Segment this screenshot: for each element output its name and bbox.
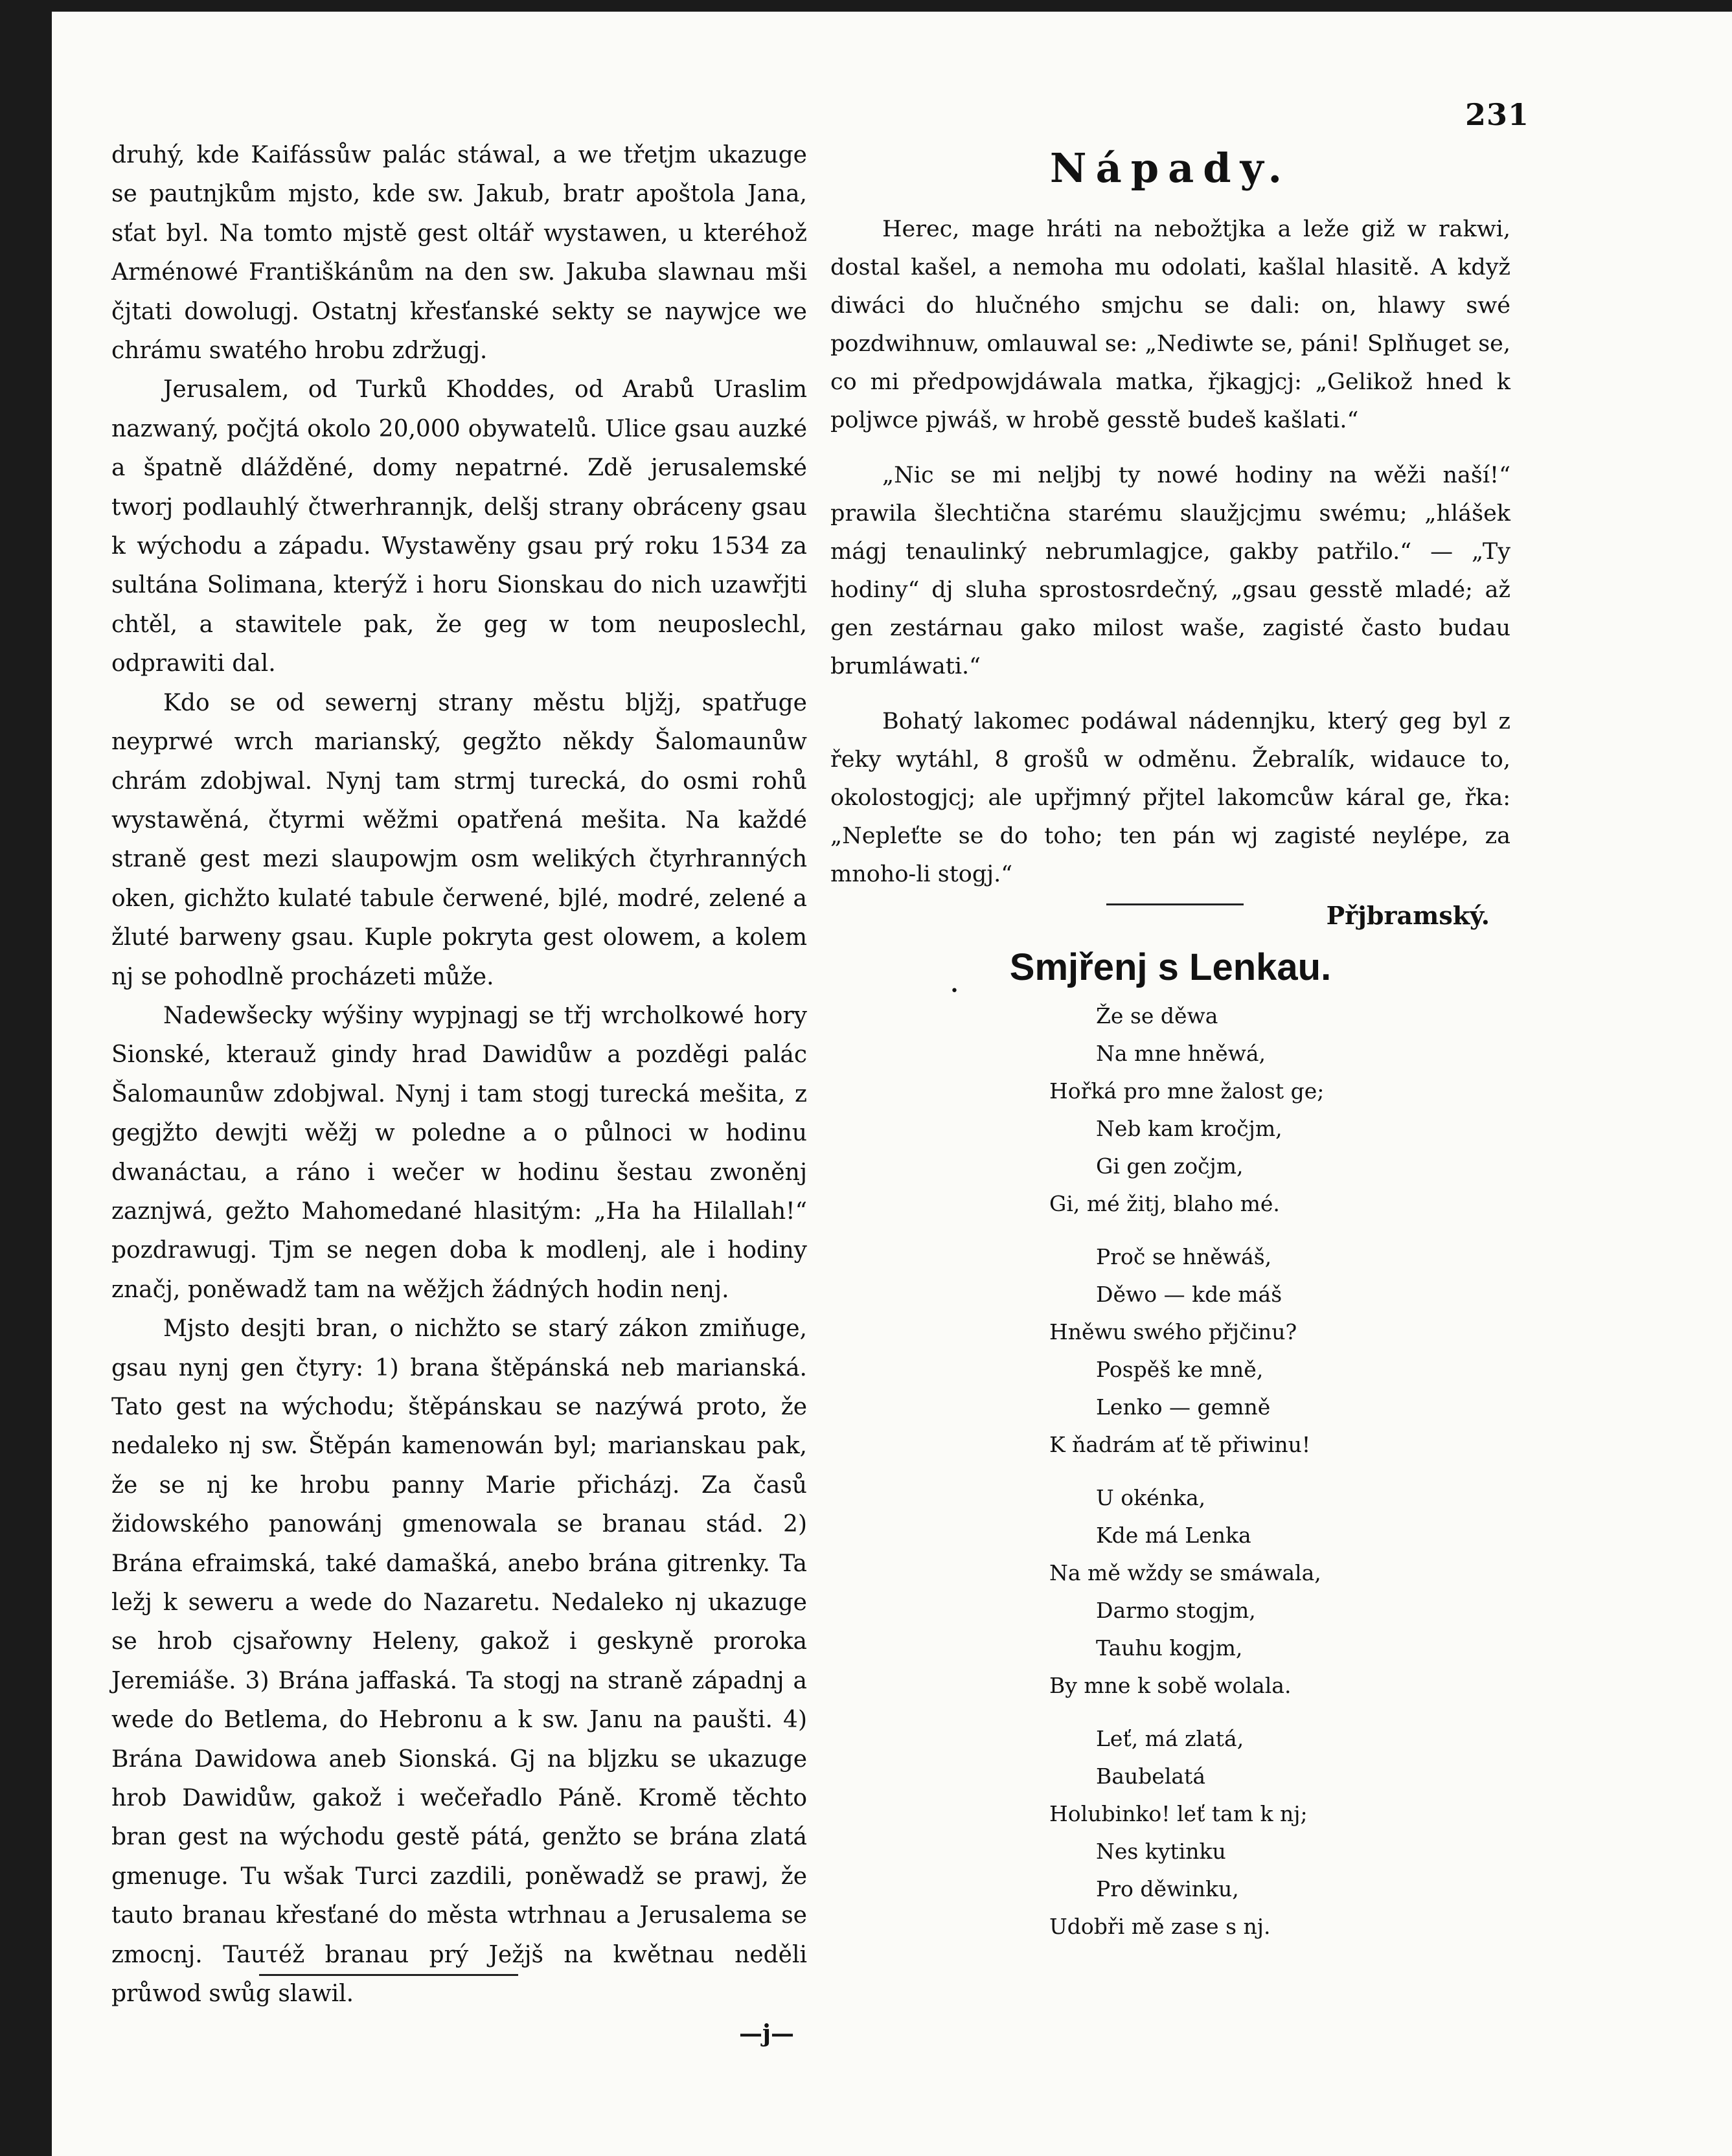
bullet-mark: •: [950, 983, 959, 999]
anecdote: Bohatý lakomec podáwal nádennjku, který geg byl z řeky wytáhl, 8 grošů w odměnu. Žebralík, widauce to, okolostogjcj; ale upřjmný přjtel lakomcůw káral ge, řka: „Nepleťte se do toho; ten pán wj zagisté neylépe, za mnoho-li stogj.“: [830, 709, 1510, 887]
article-signature: —j—: [738, 2019, 794, 2047]
stanza: [1049, 997, 1503, 1223]
section-title: Nápady.: [1049, 144, 1292, 192]
poem-line: Neb kam kročjm,: [1096, 1116, 1282, 1141]
poem-line: Proč se hněwáš,: [1096, 1244, 1272, 1269]
divider: [1106, 903, 1244, 905]
anecdote: Herec, mage hráti na nebožtjka a leže giž w rakwi, dostal kašel, a nemoha mu odolati, kašlal hlasitě. A když diwáci do hlučného smjchu se dali: on, hlawy swé pozdwihnuw, omlauwal se: „Nediwte se, páni! Splňuget se, co mi předpowjdáwala matka, řjkagjcj: „Gelikož hned k poljwce pjwáš, w hrobě gesstě budeš kašlati.“: [830, 216, 1510, 433]
poem-line: Pro děwinku,: [1096, 1876, 1239, 1901]
paragraph: Nadewšecky wýšiny wypjnagj se třj wrcholkowé hory Sionské, kterauž gindy hrad Dawidůw a pozděgi palác Šalomaunůw zdobjwal. Nynj i tam stogj turecká mešita, z gegjžto dewjti wěžj w poledne a o půlnoci w hodinu dwanáctau, a ráno i wečer w hodinu šestau zwoněnj zaznjwá, gežto Mahomedané hlasitým: „Ha ha Hilallah!“ pozdrawugj. Tjm se negen doba k modlenj, ale i hodiny značj, poněwadž tam na wěžjch žádných hodin nenj.: [111, 1002, 807, 1303]
poem-line: Na mne hněwá,: [1096, 1041, 1266, 1066]
poem-title: Smjřenj s Lenkau.: [1009, 946, 1332, 988]
poem-line: Leť, má zlatá,: [1096, 1726, 1244, 1751]
stanza: [1049, 1238, 1503, 1464]
poem: [1049, 997, 1503, 1961]
poem-line: Pospěš ke mně,: [1096, 1357, 1264, 1382]
poem-line: Darmo stogjm,: [1096, 1598, 1256, 1623]
page-number: 231: [1465, 97, 1530, 132]
poem-line: Kde má Lenka: [1096, 1523, 1251, 1548]
poem-line: U okénka,: [1096, 1485, 1206, 1510]
poem-line: Že se děwa: [1096, 1003, 1218, 1028]
paragraph: druhý, kde Kaifássůw palác stáwal, a we třetjm ukazuge se pautnjkům mjsto, kde sw. Jakub, bratr apoštola Jana, sťat byl. Na tomto mjstě gest oltář wystawen, u kteréhož Arménowé Františkánům na den sw. Jakuba slawnau mši čjtati dowolugj. Ostatnj křesťanské sekty se naywjce we chrámu swatého hrobu zdržugj.: [111, 142, 807, 365]
napady-section: [830, 136, 1510, 935]
poem-line: Gi, mé žitj, blaho mé.: [1049, 1191, 1280, 1216]
poem-line: By mne k sobě wolala.: [1049, 1673, 1292, 1698]
poem-line: Lenko — gemně: [1096, 1394, 1271, 1420]
poem-line: Děwo — kde máš: [1096, 1282, 1282, 1307]
poem-line: Baubelatá: [1096, 1764, 1205, 1789]
poem-line: K ňadrám ať tě přiwinu!: [1049, 1432, 1311, 1457]
poem-line: Gi gen zočjm,: [1096, 1153, 1244, 1179]
poem-line: Holubinko! leť tam k nj;: [1049, 1801, 1308, 1826]
paragraph: Jerusalem, od Turků Khoddes, od Arabů Uraslim nazwaný, počjtá okolo 20,000 obywatelů. Ulice gsau auzké a špatně dlážděné, domy nepatrné. Zdě jerusalemské tworj podlauhlý čtwerhrannjk, delšj strany obráceny gsau k wýchodu a západu. Wystawěny gsau prý roku 1534 za sultána Solimana, kterýž i horu Sionskau do nich uzawřjti chtěl, a stawitele pak, že geg w tom neuposlechl, odprawiti dal.: [111, 376, 807, 677]
poem-line: Hořká pro mne žalost ge;: [1049, 1078, 1325, 1104]
left-column: [111, 136, 807, 2053]
poem-line: Na mě wždy se smáwala,: [1049, 1560, 1321, 1585]
paragraph: Kdo se od sewernj strany městu blјžj, spatřuge neyprwé wrch marianský, gegžto někdy Šalomaunůw chrám zdobjwal. Nynj tam strmj turecká, do osmi rohů wystawěná, čtyrmi wěžmi opatřená mešita. Na každé straně gest mezi slaupowjm osm welikých čtyrhranných oken, gichžto kulaté tabule čerwené, bjlé, modré, zelené a žluté barweny gsau. Kuple pokryta gest olowem, a kolem nj se pohodlně procházeti může.: [111, 689, 807, 990]
poem-line: Udobři mě zase s nj.: [1049, 1914, 1271, 1939]
poem-line: Tauhu kogjm,: [1096, 1635, 1243, 1661]
paragraph: Mjsto desjti bran, o nichžto se starý zákon zmiňuge, gsau nynj gen čtyry: 1) brana štěpánská neb marianská. Tato gest na wýchodu; štěpánskau se nazýwá proto, že nedaleko nj sw. Štěpán kamenowán byl; marianskau pak, že se nj ke hrobu panny Marie přicházj. Za časů židowského panowánj gmenowala se branau stád. 2) Brána efraimská, také damašká, anebo brána gitrenky. Ta ležj k seweru a wede do Nazaretu. Nedaleko nj ukazuge se hrob cjsařowny Heleny, gakož i geskyně proroka Jeremiáše. 3) Brána jaffaská. Ta stogj na straně západnj a wede do Betlema, do Hebronu a k sw. Janu na paušti. 4) Brána Dawidowa aneb Sionská. Gj na blјzku se ukazuge hrob Dawidůw, gakož i wečeřadlo Páně. Kromě těchto bran gest na wýchodu gestě pátá, genžto se brána zlatá gmenuge. Tu wšak Turci zazdili, poněwadž se prawj, že tauto branau křesťané do města wtrhnau a Jerusalema se zmocnj. Tauτéž branau prý Ježjš na kwětnau neděli průwod swůg slawil.: [111, 1315, 807, 2008]
poem-line: Hněwu swého přjčinu?: [1049, 1319, 1297, 1345]
anecdote: „Nic se mi nelјbj ty nowé hodiny na wěži naší!“ prawila šlechtična starému slaužjcjmu swému; „hlášek mágj tenaulinký nebrumlagjce, gakby patřilo.“ — „Ty hodiny“ dj sluha sprostosrdečný, „gsau gesstě mladé; až gen zestárnau gako milost waše, zagisté často budau brumláwati.“: [830, 462, 1510, 679]
divider: [259, 1974, 518, 1976]
poem-line: Nes kytinku: [1096, 1839, 1226, 1864]
stanza: [1049, 1479, 1503, 1705]
stanza: [1049, 1720, 1503, 1946]
author-signature: Přjbramský.: [1326, 901, 1490, 930]
